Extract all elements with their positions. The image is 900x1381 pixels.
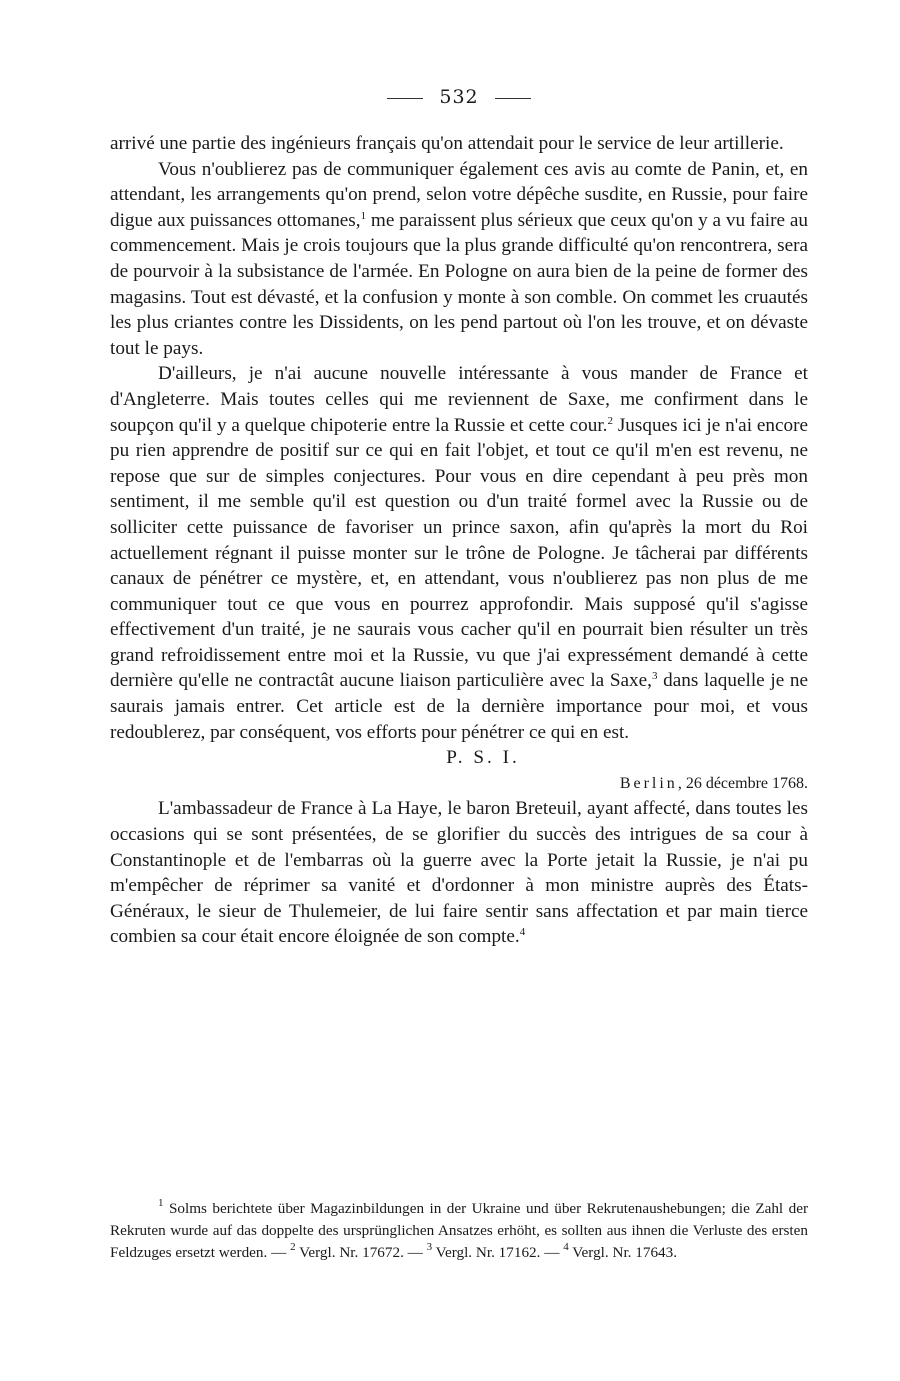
footnote-text-3: Vergl. Nr. 17162. — bbox=[432, 1243, 560, 1261]
page-number: 532 bbox=[439, 86, 479, 108]
footnote-mark-4: 4 bbox=[563, 1240, 569, 1253]
footnotes bbox=[110, 1198, 808, 1263]
footnote-ref-4[interactable]: 4 bbox=[519, 926, 526, 939]
footnote-text-4: Vergl. Nr. 17643. bbox=[568, 1243, 678, 1261]
postscript-dateline bbox=[110, 771, 808, 797]
footnote-text-1: Solms berichtete über Magazinbildungen in der Ukraine und über Rekrutenaushebungen; die Zahl der Rekruten wurde auf das doppelte des ursprünglichen Ansatzes erhöht, es sollten aus ihnen die Verluste des ersten Feldzuges ersetzt werden. — bbox=[110, 1200, 808, 1261]
footnote-block bbox=[110, 1198, 808, 1263]
dateline-date: , 26 décembre 1768. bbox=[677, 774, 808, 792]
paragraph-breteuil: L'ambassadeur de France à La Haye, le baron Breteuil, ayant affecté, dans toutes les occasions qui se sont présentées, de se glorifier du succès des intrigues de sa cour à Constantinople et de l'embarras où la guerre avec la Porte jetait la Russie, je n'ai pu m'empêcher de réprimer sa vanité et d'ordonner à mon ministre auprès des États-Généraux, le sieur de Thulemeier, de lui faire sentir sans affectation et par main tierce combien sa cour était encore éloignée de son compte.$^4$ bbox=[110, 798, 808, 948]
footnote-mark-1: 1 bbox=[158, 1197, 164, 1209]
postscript-heading: P. S. I. bbox=[446, 747, 520, 769]
paragraph-saxe: D'ailleurs, je n'ai aucune nouvelle intéressante à vous mander de France et d'Angleterre. Mais toutes celles qui me reviennent de Saxe, me confirment dans le soupçon qu'il y a quelque chipoterie entre la Russie et cette cour.$^2$ Jusques ici je n'ai encore pu rien apprendre de positif sur ce qui en fait l'objet, et tout ce qu'il m'en est revenu, ne repose que sur de simples conjectures. Pour vous en dire cependant à peu près mon sentiment, il me semble qu'il est question ou d'un traité formel avec la Russie ou de solliciter cette puissance de favoriser un prince saxon, afin qu'après la mort du Roi actuellement régnant il puisse monter sur le trône de Pologne. Je tâcherai par différents canaux de pénétrer ce mystère, et, en attendant, vous n'oublierez pas non plus de me communiquer tout ce que vous en pourrez approfondir. Mais supposé qu'il s'agisse effectivement d'un traité, je ne saurais vous cacher qu'il en pourrait bien résulter un très grand refroidissement entre moi et la Russie, vu que j'ai expressément demandé à cette dernière qu'elle ne contractât aucune liaison particulière avec la Saxe,$^3$ dans laquelle je ne saurais jamais entrer. Cet article est de la dernière importance pour moi, et vous redoublerez, par conséquent, vos efforts pour pénétrer ce qui en est. bbox=[110, 363, 809, 743]
footnote-ref-1[interactable]: 1 bbox=[360, 209, 367, 222]
letter-body bbox=[110, 131, 808, 950]
footnote-mark-3: 3 bbox=[426, 1240, 433, 1253]
dateline-place: Berlin bbox=[619, 774, 678, 792]
footnote-text-2: Vergl. Nr. 17672. — bbox=[295, 1243, 423, 1261]
paragraph-panin: Vous n'oublierez pas de communiquer également ces avis au comte de Panin, et, en attendant, les arrangements qu'on prend, selon votre dépêche susdite, en Russie, pour faire digue aux puissances ottomanes,$^1$ me paraissent plus sérieux que ceux qu'on y a vu faire au commencement. Mais je crois toujours que la plus grande difficulté qu'on rencontrera, sera de pourvoir à la subsistance de l'armée. En Pologne on aura bien de la peine de former des magasins. Tout est dévasté, et la confusion y monte à son comble. On commet les cruautés les plus criantes contre les Dissidents, on les pend partout où l'on les trouve, et on dévaste tout le pays. bbox=[110, 158, 808, 359]
footnote-ref-3[interactable]: 3 bbox=[651, 670, 658, 683]
page-header bbox=[110, 86, 808, 108]
footnote-ref-2[interactable]: 2 bbox=[607, 414, 613, 427]
footnote-mark-2: 2 bbox=[290, 1240, 296, 1253]
paragraph-continued: arrivé une partie des ingénieurs français qu'on attendait pour le service de leur artillerie. bbox=[110, 133, 784, 154]
header-rule-right bbox=[495, 98, 531, 99]
header-rule-left bbox=[387, 98, 423, 99]
